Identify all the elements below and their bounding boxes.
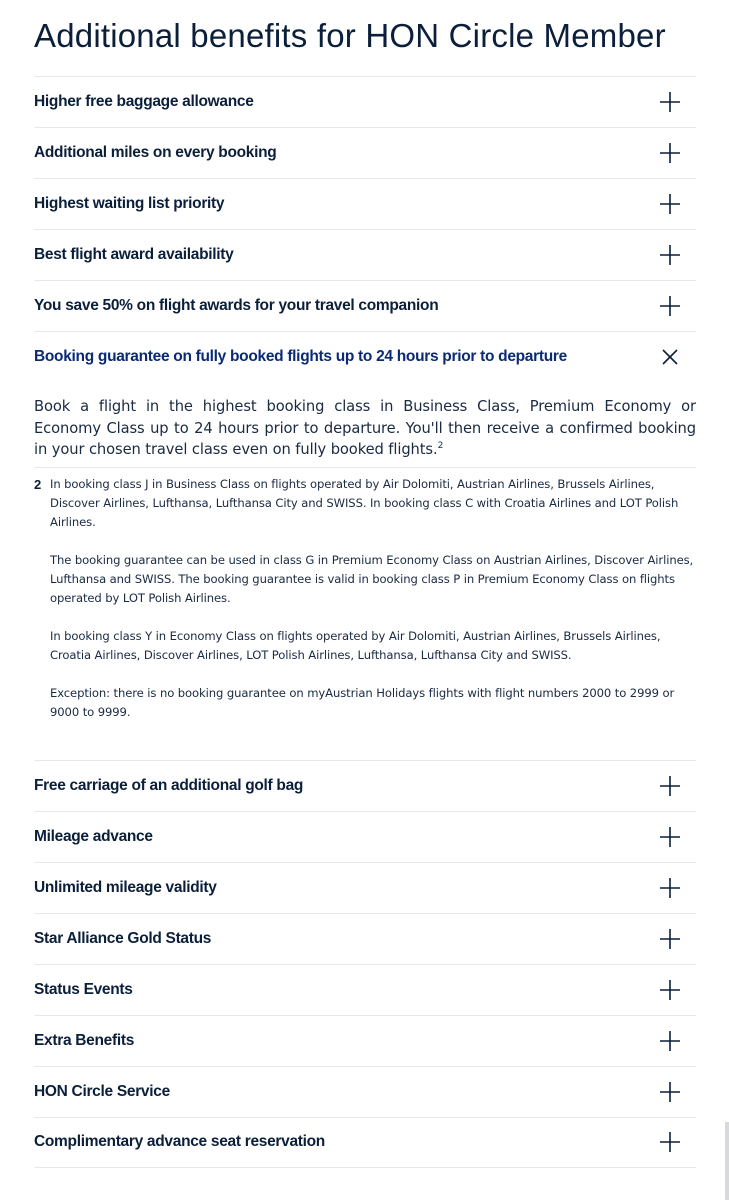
plus-icon[interactable]: [659, 1131, 681, 1153]
footnote-paragraph: In booking class Y in Economy Class on flights operated by Air Dolomiti, Austrian Airlines, Brussels Airlines, Croatia Airlines, Discover Airlines, LOT Polish Airlines, Lufthansa, Lufthansa City and SWISS.: [50, 628, 661, 662]
accordion-item-highest-waiting-list-priority[interactable]: [34, 178, 696, 229]
accordion-item-status-events[interactable]: [34, 964, 696, 1015]
plus-icon[interactable]: [659, 1030, 681, 1052]
accordion-item-booking-guarantee[interactable]: [34, 331, 696, 382]
accordion-top: [34, 76, 696, 331]
accordion-item-label: Additional miles on every booking: [34, 144, 277, 161]
plus-icon[interactable]: [659, 244, 681, 266]
accordion-item-complimentary-advance-seat-reservation[interactable]: [34, 1117, 696, 1168]
plus-icon[interactable]: [659, 91, 681, 113]
accordion-item-label: HON Circle Service: [34, 1082, 170, 1100]
plus-icon[interactable]: [659, 193, 681, 215]
accordion-item-star-alliance-gold-status[interactable]: [34, 913, 696, 964]
accordion-item-unlimited-mileage-validity[interactable]: [34, 862, 696, 913]
accordion-item-label: Status Events: [34, 980, 133, 998]
accordion-item-label: Extra Benefits: [34, 1031, 135, 1049]
accordion-bottom: [34, 760, 696, 1168]
accordion-item-label: You save 50% on flight awards for your travel companion: [34, 297, 439, 314]
plus-icon[interactable]: [659, 979, 681, 1001]
footnote-reference[interactable]: 2: [437, 441, 444, 452]
accordion-item-hon-circle-service[interactable]: [34, 1066, 696, 1117]
accordion-item-label: Complimentary advance seat reservation: [34, 1133, 325, 1150]
accordion-item-you-save-50-on-flight-awards-for-your-travel-companion[interactable]: [34, 280, 696, 331]
footnote-paragraph: The booking guarantee can be used in class G in Premium Economy Class on Austrian Airlines, Discover Airlines, Lufthansa and SWISS. The booking guarantee is valid in booking class P in Premium Economy Class on flights operated by LOT Polish Airlines.: [50, 552, 694, 605]
plus-icon[interactable]: [659, 826, 681, 848]
accordion-item-label: Booking guarantee on fully booked flights up to 24 hours prior to departure: [34, 348, 567, 365]
scrollbar[interactable]: [725, 1122, 729, 1200]
panel-description: Book a flight in the highest booking class in Business Class, Premium Economy or Economy Class up to 24 hours prior to departure. You'll then receive a confirmed booking in your chosen travel class even on fully booked flights.$^2$: [34, 398, 696, 458]
plus-icon[interactable]: [659, 295, 681, 317]
accordion-item-best-flight-award-availability[interactable]: [34, 229, 696, 280]
footnote-paragraph: In booking class J in Business Class on flights operated by Air Dolomiti, Austrian Airlines, Brussels Airlines, Discover Airlines, Lufthansa, Lufthansa City and SWISS. In booking class C with Croatia Airlines and LOT Polish Airlines.: [50, 476, 679, 529]
plus-icon[interactable]: [659, 775, 681, 797]
footnote-body: [50, 475, 696, 722]
accordion-item-extra-benefits[interactable]: [34, 1015, 696, 1066]
footnote: [34, 467, 696, 722]
accordion-item-mileage-advance[interactable]: [34, 811, 696, 862]
accordion-panel-booking-guarantee: [34, 382, 696, 760]
accordion-item-label: Highest waiting list priority: [34, 195, 225, 212]
accordion-item-label: Best flight award availability: [34, 246, 234, 263]
accordion-item-label: Star Alliance Gold Status: [34, 929, 212, 947]
footnote-paragraph: Exception: there is no booking guarantee on myAustrian Holidays flights with flight numbers 2000 to 2999 or 9000 to 9999.: [50, 685, 675, 719]
accordion-item-free-carriage-of-an-additional-golf-bag[interactable]: [34, 760, 696, 811]
accordion-item-label: Higher free baggage allowance: [34, 93, 254, 110]
footnote-number: 2: [34, 476, 42, 492]
benefits-section: [34, 0, 696, 1168]
page-title: Additional benefits for HON Circle Member: [34, 17, 666, 54]
plus-icon[interactable]: [659, 142, 681, 164]
accordion-item-label: Free carriage of an additional golf bag: [34, 776, 304, 794]
accordion-item-label: Mileage advance: [34, 827, 153, 845]
accordion-item-higher-free-baggage-allowance[interactable]: [34, 76, 696, 127]
plus-icon[interactable]: [659, 877, 681, 899]
close-icon[interactable]: [659, 346, 681, 368]
plus-icon[interactable]: [659, 1081, 681, 1103]
plus-icon[interactable]: [659, 928, 681, 950]
accordion-item-label: Unlimited mileage validity: [34, 878, 217, 896]
accordion-item-additional-miles-on-every-booking[interactable]: [34, 127, 696, 178]
